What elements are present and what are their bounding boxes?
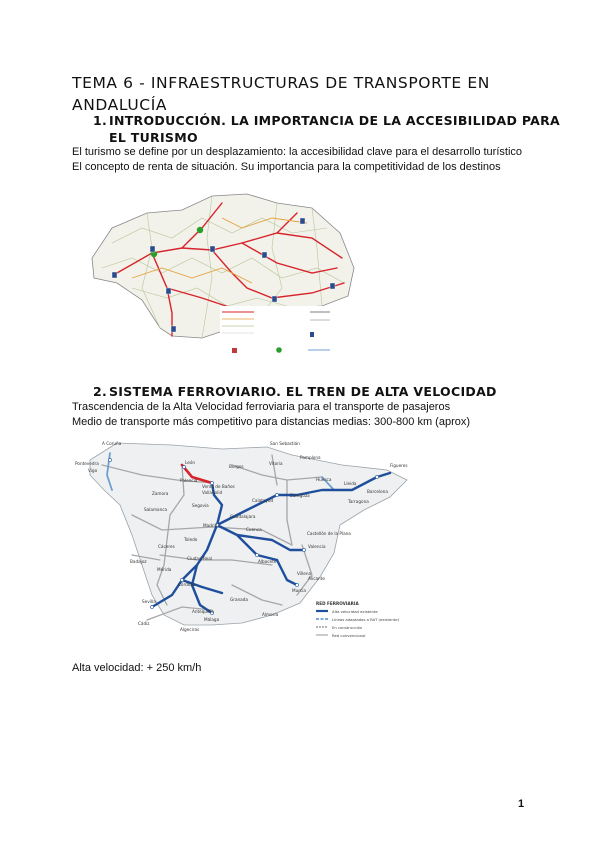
city-label: Almería [262,612,279,617]
city-label: Sevilla [142,599,156,604]
city-label: Venta de Baños [202,484,235,489]
page-title: TEMA 6 - INFRAESTRUCTURAS DE TRANSPORTE EN ANDALUCÍA [72,74,490,114]
city-label: Salamanca [144,507,168,512]
legend-title: RED FERROVIARIA [316,601,359,606]
city-label: Castellón de la Plana [307,531,351,536]
city-label: Cuenca [246,527,262,532]
city-label: Cádiz [138,621,150,626]
city-label: Barcelona [367,489,388,494]
section-2-number: 2. [93,384,108,399]
city-label: Tarragona [348,499,369,504]
section-2-line-2: Medio de transporte más competitivo para distancias medias: 300-800 km (aprox) [72,416,471,428]
legend-item: Alta velocidad existente [332,609,378,614]
city-label: Pamplona [300,455,321,460]
legend-item: Red convencional [332,633,366,638]
city-label: Málaga [204,617,220,622]
city-label: Mérida [157,567,172,572]
section-1-heading-line-2: EL TURISMO [109,130,198,145]
city-label: Zamora [152,491,169,496]
section-1-line-1: El turismo se define por un desplazamiento: la accesibilidad clave para el desarrollo turístico [72,146,523,158]
city-label: Toledo [184,537,198,542]
city-label: Madrid [203,523,218,528]
high-speed-note: Alta velocidad: + 250 km/h [72,662,202,674]
city-label: Lleida [344,481,357,486]
page-number: 1 [518,798,525,810]
city-label: Zaragoza [290,493,310,498]
city-label: Palencia [180,478,198,483]
section-1-line-2: El concepto de renta de situación. Su importancia para la competitividad de los destinos [72,161,501,173]
section-1-heading [93,112,560,146]
city-label: Badajoz [130,559,147,564]
city-label: Figueres [390,463,408,468]
legend-item: Líneas adaptadas a RAT (existente) [332,617,400,622]
section-2-heading-text: SISTEMA FERROVIARIO. EL TREN DE ALTA VELOCIDAD [109,384,497,399]
city-label: Villena [297,571,312,576]
city-label: A Coruña [102,441,122,446]
railway-legend [310,597,410,643]
city-label: Ciudad Real [187,556,212,561]
city-label: Guadalajara [230,514,256,519]
legend-item: En construcción [332,625,363,630]
city-label: Calatayud [252,498,274,503]
city-label: Huesca [316,477,332,482]
city-label: Pontevedra [75,461,99,466]
city-label: Murcia [292,588,306,593]
city-label: San Sebastián [270,441,300,446]
section-2-heading [93,383,497,400]
city-label: León [185,460,196,465]
city-label: Vigo [88,468,98,473]
city-label: Valladolid [202,490,223,495]
city-label: Algeciras [180,627,200,632]
andalucia-transport-map [72,188,360,358]
city-label: Burgos [229,464,244,469]
city-label: Albacete [258,559,277,564]
section-1-number: 1. [93,113,108,128]
city-label: Granada [230,597,248,602]
city-label: Segovia [192,503,209,508]
spain-railway-map [72,435,414,645]
section-1-heading-line-1: INTRODUCCIÓN. LA IMPORTANCIA DE LA ACCESIBILIDAD PARA [109,113,561,128]
city-label: Cáceres [158,544,175,549]
city-label: Antequera [192,609,214,614]
city-label: Vitoria [269,461,283,466]
city-label: Valencia [308,544,326,549]
city-label: Alicante [308,576,325,581]
section-2-line-1: Trascendencia de la Alta Velocidad ferroviaria para el transporte de pasajeros [72,401,451,413]
city-label: Córdoba [178,582,196,587]
